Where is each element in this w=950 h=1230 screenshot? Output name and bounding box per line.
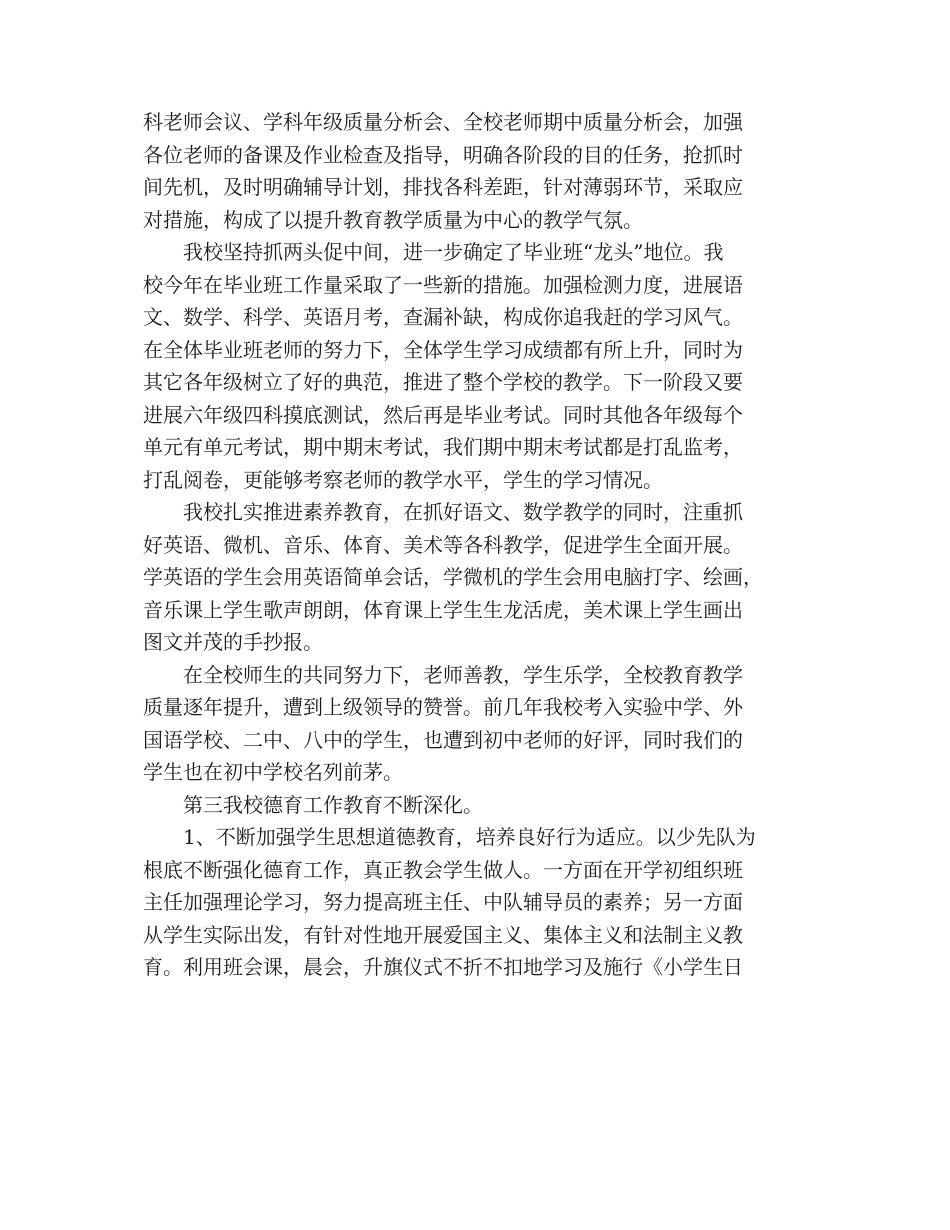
- text-line: 我校扎实推进素养教育，在抓好语文、数学教学的同时，注重抓: [183, 500, 743, 524]
- text-line: 文、数学、科学、英语月考，查漏补缺，构成你追我赶的学习风气。: [143, 305, 743, 329]
- text-line: 根底不断强化德育工作，真正教会学生做人。一方面在开学初组织班: [143, 857, 743, 882]
- text-line: 间先机，及时明确辅导计划，排找各科差距，针对薄弱环节，采取应: [143, 175, 743, 199]
- text-line: 第三我校德育工作教育不断深化。: [183, 792, 483, 817]
- text-line: 其它各年级树立了好的典范，推进了整个学校的教学。下一阶段又要: [143, 370, 743, 394]
- text-line: 打乱阅卷，更能够考察老师的教学水平，学生的学习情况。: [143, 467, 663, 492]
- text-line: 音乐课上学生歌声朗朗，体育课上学生生龙活虎，美术课上学生画出: [143, 597, 743, 622]
- text-line: 育。利用班会课，晨会，升旗仪式不折不扣地学习及施行《小学生日: [143, 955, 743, 979]
- text-line: 1、不断加强学生思想道德教育，培养良好行为适应。以少先队为: [183, 825, 756, 849]
- text-line: 好英语、微机、音乐、体育、美术等各科教学，促进学生全面开展。: [143, 532, 743, 557]
- text-line: 图文并茂的手抄报。: [143, 630, 323, 654]
- document-body: [143, 106, 823, 984]
- text-line: 从学生实际出发，有针对性地开展爱国主义、集体主义和法制主义教: [143, 922, 743, 947]
- text-line: 国语学校、二中、八中的学生，也遭到初中老师的好评，同时我们的: [143, 727, 743, 752]
- text-line: 质量逐年提升，遭到上级领导的赞誉。前几年我校考入实验中学、外: [143, 695, 743, 719]
- text-line: 我校坚持抓两头促中间，进一步确定了毕业班“龙头”地位。我: [183, 240, 724, 264]
- text-line: 学生也在初中学校名列前茅。: [143, 760, 403, 784]
- text-line: 单元有单元考试，期中期末考试，我们期中期末考试都是打乱监考，: [143, 435, 743, 459]
- text-line: 科老师会议、学科年级质量分析会、全校老师期中质量分析会，加强: [143, 110, 743, 134]
- text-line: 进展六年级四科摸底测试，然后再是毕业考试。同时其他各年级每个: [143, 402, 743, 427]
- text-line: 主任加强理论学习，努力提高班主任、中队辅导员的素养；另一方面: [143, 890, 743, 914]
- text-line: 校今年在毕业班工作量采取了一些新的措施。加强检测力度，进展语: [143, 272, 743, 297]
- text-line: 各位老师的备课及作业检查及指导，明确各阶段的目的任务，抢抓时: [143, 142, 743, 167]
- text-line: 在全校师生的共同努力下，老师善教，学生乐学，全校教育教学: [183, 662, 743, 687]
- text-line: 在全体毕业班老师的努力下，全体学生学习成绩都有所上升，同时为: [143, 337, 743, 362]
- text-line: 对措施，构成了以提升教育教学质量为中心的教学气氛。: [143, 207, 643, 232]
- text-line: 学英语的学生会用英语简单会话，学微机的学生会用电脑打字、绘画，: [143, 565, 763, 589]
